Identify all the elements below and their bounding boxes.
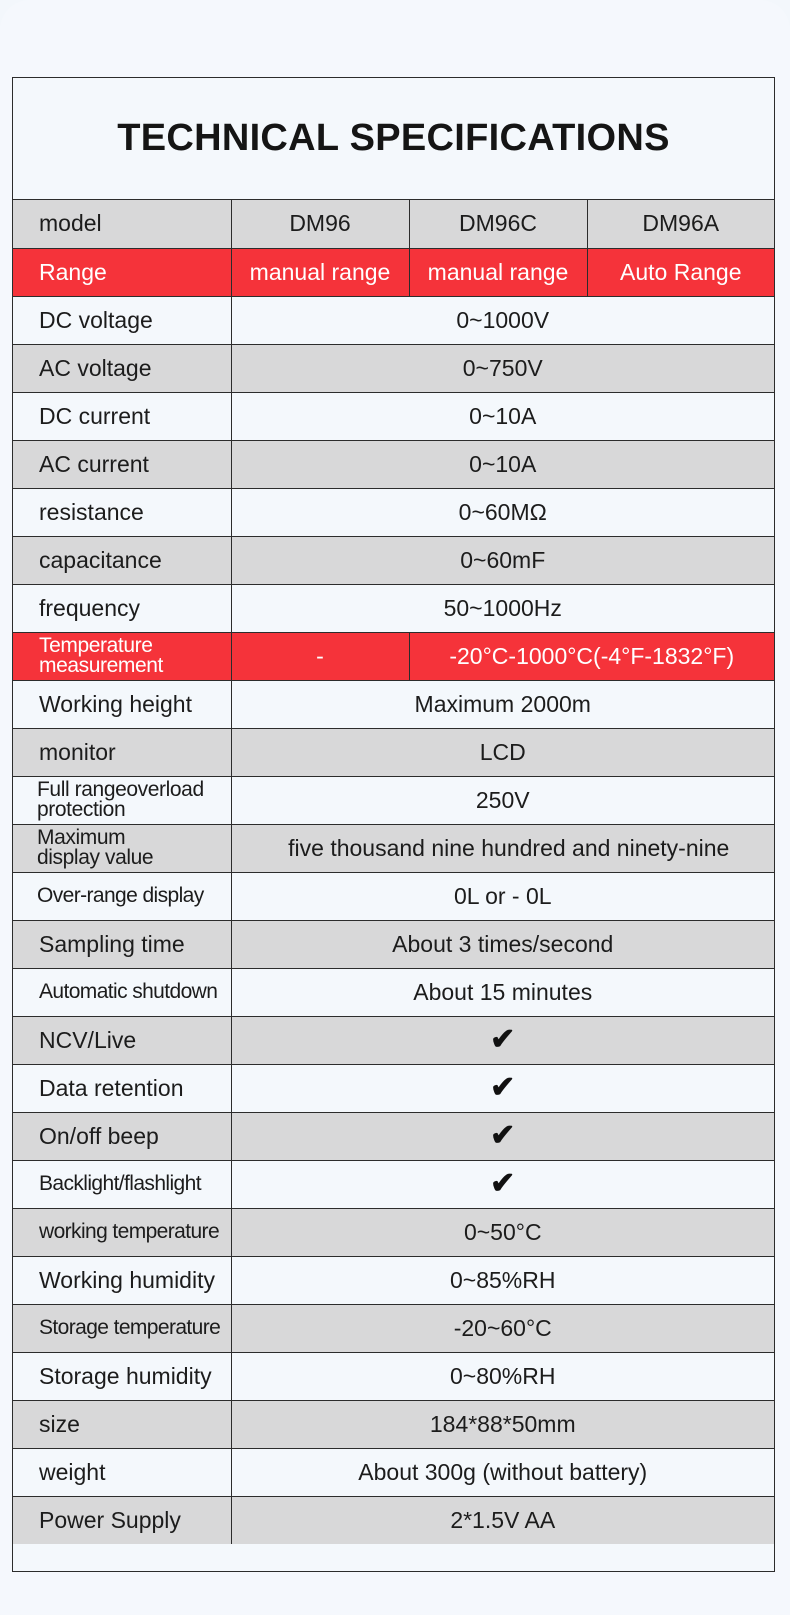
row-label: size	[13, 1400, 231, 1448]
table-row	[13, 776, 774, 824]
row-label: Working height	[13, 680, 231, 728]
table-row	[13, 488, 774, 536]
row-label-line: display value	[37, 846, 154, 869]
table-row	[13, 1208, 774, 1256]
row-value: 0~80%RH	[231, 1352, 774, 1400]
row-label-line: Full rangeoverload	[37, 778, 204, 801]
row-value	[231, 1112, 774, 1160]
row-label	[13, 824, 231, 872]
checkmark-icon: ✔	[490, 1167, 516, 1200]
table-row	[13, 680, 774, 728]
row-value: 0~60mF	[231, 536, 774, 584]
table-row	[13, 584, 774, 632]
model-dm96a: DM96A	[587, 200, 774, 248]
table-row	[13, 824, 774, 872]
table-row	[13, 1352, 774, 1400]
row-label: Range	[13, 248, 231, 296]
table-row	[13, 536, 774, 584]
row-value: 0~60MΩ	[231, 488, 774, 536]
row-value: 250V	[231, 776, 774, 824]
table-row	[13, 1016, 774, 1064]
row-value: five thousand nine hundred and ninety-nine	[231, 824, 774, 872]
row-value: About 15 minutes	[231, 968, 774, 1016]
row-label: NCV/Live	[13, 1016, 231, 1064]
row-label: Over-range display	[13, 872, 231, 920]
table-row	[13, 1256, 774, 1304]
row-value	[231, 1016, 774, 1064]
range-dm96: manual range	[231, 248, 409, 296]
row-label: Working humidity	[13, 1256, 231, 1304]
row-label-line: Temperature	[39, 634, 153, 657]
table-row	[13, 968, 774, 1016]
row-label: AC current	[13, 440, 231, 488]
table-row-temperature	[13, 632, 774, 680]
row-value: LCD	[231, 728, 774, 776]
row-label: Storage humidity	[13, 1352, 231, 1400]
checkmark-icon: ✔	[490, 1119, 516, 1152]
model-dm96c: DM96C	[409, 200, 587, 248]
temperature-others: -20°C-1000°C(-4°F-1832°F)	[409, 632, 774, 680]
checkmark-icon: ✔	[490, 1071, 516, 1104]
row-label: weight	[13, 1448, 231, 1496]
temperature-dm96: -	[231, 632, 409, 680]
table-row	[13, 440, 774, 488]
page-title: TECHNICAL SPECIFICATIONS	[13, 78, 774, 200]
row-value: 0~1000V	[231, 296, 774, 344]
row-label	[13, 776, 231, 824]
row-value: About 300g (without battery)	[231, 1448, 774, 1496]
row-value: 0~10A	[231, 392, 774, 440]
row-label: working temperature	[13, 1208, 231, 1256]
row-value	[231, 1160, 774, 1208]
table-row	[13, 920, 774, 968]
row-label: model	[13, 200, 231, 248]
row-value: 0~85%RH	[231, 1256, 774, 1304]
table-row	[13, 296, 774, 344]
table-row	[13, 1496, 774, 1544]
row-label: frequency	[13, 584, 231, 632]
table-row	[13, 344, 774, 392]
row-value: 0~50°C	[231, 1208, 774, 1256]
row-value: -20~60°C	[231, 1304, 774, 1352]
row-label: Sampling time	[13, 920, 231, 968]
row-value: 0L or - 0L	[231, 872, 774, 920]
row-label-line: Maximum	[37, 826, 126, 849]
table-row	[13, 1112, 774, 1160]
table-row	[13, 872, 774, 920]
table-row	[13, 1448, 774, 1496]
row-label: DC voltage	[13, 296, 231, 344]
spec-sheet	[12, 77, 775, 1572]
row-label: AC voltage	[13, 344, 231, 392]
row-label: DC current	[13, 392, 231, 440]
row-label-line: measurement	[39, 654, 163, 677]
row-label: On/off beep	[13, 1112, 231, 1160]
row-label-line: protection	[37, 798, 126, 821]
table-row	[13, 1304, 774, 1352]
row-label: capacitance	[13, 536, 231, 584]
model-dm96: DM96	[231, 200, 409, 248]
row-value: 0~10A	[231, 440, 774, 488]
table-row	[13, 1160, 774, 1208]
checkmark-icon: ✔	[490, 1023, 516, 1056]
row-value	[231, 1064, 774, 1112]
row-label: Power Supply	[13, 1496, 231, 1544]
row-label: Backlight/flashlight	[13, 1160, 231, 1208]
row-label: monitor	[13, 728, 231, 776]
row-label: Automatic shutdown	[13, 968, 231, 1016]
range-dm96c: manual range	[409, 248, 587, 296]
table-row-model	[13, 200, 774, 248]
row-label: Data retention	[13, 1064, 231, 1112]
row-label: Storage temperature	[13, 1304, 231, 1352]
spec-table	[13, 200, 774, 1544]
row-value: 0~750V	[231, 344, 774, 392]
table-row	[13, 1064, 774, 1112]
row-value: 2*1.5V AA	[231, 1496, 774, 1544]
row-value: About 3 times/second	[231, 920, 774, 968]
row-label	[13, 632, 231, 680]
row-value: 184*88*50mm	[231, 1400, 774, 1448]
range-dm96a: Auto Range	[587, 248, 774, 296]
table-row	[13, 1400, 774, 1448]
table-row-range	[13, 248, 774, 296]
row-label: resistance	[13, 488, 231, 536]
table-row	[13, 392, 774, 440]
row-value: Maximum 2000m	[231, 680, 774, 728]
row-value: 50~1000Hz	[231, 584, 774, 632]
table-row	[13, 728, 774, 776]
